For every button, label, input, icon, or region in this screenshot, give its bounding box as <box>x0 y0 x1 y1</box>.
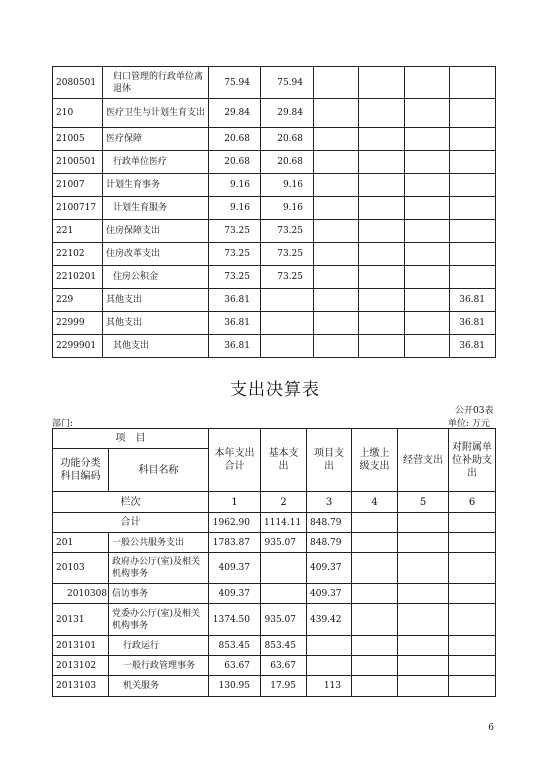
row-total: 20.68 <box>209 128 261 151</box>
empty-cell <box>449 584 496 604</box>
table-row <box>53 197 496 220</box>
row-total: 1783.87 <box>209 533 261 553</box>
row-project <box>314 197 359 220</box>
row-code: 2010308 <box>53 584 109 604</box>
empty-cell <box>352 553 398 584</box>
header-name: 科目名称 <box>109 449 209 492</box>
row-business <box>405 289 450 312</box>
row-name: 行政运行 <box>109 636 209 656</box>
expense-table <box>52 428 496 697</box>
table-row <box>53 604 496 636</box>
row-name: 行政单位医疗 <box>103 151 209 174</box>
col-index-label: 栏次 <box>53 492 209 513</box>
row-project <box>314 335 359 358</box>
row-business <box>405 243 450 266</box>
header-subsidy: 对附属单位补助支出 <box>449 429 496 492</box>
row-name: 其他支出 <box>103 335 209 358</box>
row-name: 住房改革支出 <box>103 243 209 266</box>
table-row <box>53 99 496 128</box>
row-name: 政府办公厅(室)及相关机构事务 <box>109 553 209 584</box>
table-row <box>53 67 496 99</box>
col-index: 2 <box>261 492 307 513</box>
empty-cell <box>352 636 398 656</box>
empty-cell <box>398 513 449 533</box>
form-number: 公开03表 <box>455 406 494 416</box>
sum-project: 848.79 <box>307 513 352 533</box>
empty-cell <box>352 656 398 676</box>
table-row <box>53 533 496 553</box>
empty-cell <box>398 636 449 656</box>
row-total: 63.67 <box>209 656 261 676</box>
row-code: 22999 <box>53 312 103 335</box>
row-name: 一般行政管理事务 <box>109 656 209 676</box>
row-basic: 20.68 <box>261 128 314 151</box>
row-code: 2299901 <box>53 335 103 358</box>
row-basic: 9.16 <box>261 174 314 197</box>
row-name: 机关服务 <box>109 676 209 697</box>
row-basic <box>261 312 314 335</box>
table-row <box>53 151 496 174</box>
row-total: 1374.50 <box>209 604 261 636</box>
row-project <box>314 243 359 266</box>
row-name: 医疗卫生与计划生育支出 <box>103 99 209 128</box>
table-row <box>53 553 496 584</box>
empty-cell <box>352 676 398 697</box>
row-subsidy <box>450 99 496 128</box>
row-project: 409.37 <box>307 584 352 604</box>
table-row <box>53 676 496 697</box>
table-title: 支出决算表 <box>230 380 320 400</box>
row-code: 2013103 <box>53 676 109 697</box>
table-row <box>53 174 496 197</box>
row-total: 9.16 <box>209 174 261 197</box>
unit-label: 单位: 万元 <box>448 419 490 429</box>
row-business <box>405 128 450 151</box>
row-name: 医疗保障 <box>103 128 209 151</box>
row-project <box>314 266 359 289</box>
row-basic: 63.67 <box>261 656 307 676</box>
row-code: 22102 <box>53 243 103 266</box>
row-project <box>314 312 359 335</box>
row-project: 113 <box>307 676 352 697</box>
row-subsidy <box>450 197 496 220</box>
col-index: 5 <box>398 492 449 513</box>
row-basic: 853.45 <box>261 636 307 656</box>
empty-cell <box>398 656 449 676</box>
row-project <box>314 128 359 151</box>
row-basic: 73.25 <box>261 243 314 266</box>
row-project <box>314 151 359 174</box>
row-project <box>314 99 359 128</box>
table-row <box>53 636 496 656</box>
table-row <box>53 656 496 676</box>
row-upper <box>359 128 405 151</box>
row-name: 信访事务 <box>109 584 209 604</box>
empty-cell <box>449 553 496 584</box>
row-code: 2100501 <box>53 151 103 174</box>
header-upper: 上缴上级支出 <box>352 429 398 492</box>
sum-basic: 1114.11 <box>261 513 307 533</box>
empty-cell <box>449 636 496 656</box>
row-subsidy <box>450 220 496 243</box>
continued-expense-table <box>52 66 496 358</box>
empty-cell <box>449 513 496 533</box>
row-code: 20103 <box>53 553 109 584</box>
row-business <box>405 67 450 99</box>
row-basic: 935.07 <box>261 533 307 553</box>
row-basic: 73.25 <box>261 220 314 243</box>
row-basic: 20.68 <box>261 151 314 174</box>
row-upper <box>359 174 405 197</box>
row-upper <box>359 220 405 243</box>
row-name: 计划生育服务 <box>103 197 209 220</box>
table-row <box>53 266 496 289</box>
row-basic: 17.95 <box>261 676 307 697</box>
row-upper <box>359 151 405 174</box>
row-total: 409.37 <box>209 553 261 584</box>
empty-cell <box>398 553 449 584</box>
empty-cell <box>398 533 449 553</box>
row-total: 29.84 <box>209 99 261 128</box>
row-name: 其他支出 <box>103 289 209 312</box>
row-total: 73.25 <box>209 243 261 266</box>
row-project <box>314 289 359 312</box>
row-code: 2013101 <box>53 636 109 656</box>
col-index: 6 <box>449 492 496 513</box>
row-subsidy <box>450 266 496 289</box>
row-code: 20131 <box>53 604 109 636</box>
row-business <box>405 220 450 243</box>
empty-cell <box>449 676 496 697</box>
row-basic <box>261 289 314 312</box>
row-code: 221 <box>53 220 103 243</box>
row-total: 36.81 <box>209 289 261 312</box>
row-name: 一般公共服务支出 <box>109 533 209 553</box>
department-label: 部门: <box>52 419 74 429</box>
row-basic <box>261 335 314 358</box>
sum-label: 合计 <box>53 513 209 533</box>
page-number: 6 <box>488 723 494 733</box>
row-business <box>405 99 450 128</box>
row-total: 73.25 <box>209 266 261 289</box>
sum-total: 1962.90 <box>209 513 261 533</box>
row-subsidy <box>450 174 496 197</box>
row-total: 409.37 <box>209 584 261 604</box>
row-upper <box>359 197 405 220</box>
col-index: 4 <box>352 492 398 513</box>
row-upper <box>359 67 405 99</box>
row-code: 2080501 <box>53 67 103 99</box>
row-basic: 29.84 <box>261 99 314 128</box>
row-code: 210 <box>53 99 103 128</box>
row-subsidy <box>450 67 496 99</box>
col-index: 1 <box>209 492 261 513</box>
header-business: 经营支出 <box>398 429 449 492</box>
row-project: 409.37 <box>307 553 352 584</box>
row-total: 130.95 <box>209 676 261 697</box>
row-upper <box>359 312 405 335</box>
table-row <box>53 312 496 335</box>
col-index: 3 <box>307 492 352 513</box>
row-project <box>307 636 352 656</box>
row-upper <box>359 289 405 312</box>
empty-cell <box>352 604 398 636</box>
header-project: 项目支出 <box>307 429 352 492</box>
empty-cell <box>352 513 398 533</box>
row-total: 75.94 <box>209 67 261 99</box>
row-name: 其他支出 <box>103 312 209 335</box>
header-code: 功能分类科目编码 <box>53 449 109 492</box>
header-item: 项 目 <box>53 429 209 449</box>
row-total: 73.25 <box>209 220 261 243</box>
row-subsidy <box>450 128 496 151</box>
table-row <box>53 335 496 358</box>
row-business <box>405 266 450 289</box>
row-name: 住房公积金 <box>103 266 209 289</box>
empty-cell <box>449 604 496 636</box>
row-project <box>314 220 359 243</box>
row-name: 住房保障支出 <box>103 220 209 243</box>
row-code: 2210201 <box>53 266 103 289</box>
row-business <box>405 335 450 358</box>
row-total: 853.45 <box>209 636 261 656</box>
empty-cell <box>398 676 449 697</box>
row-upper <box>359 266 405 289</box>
table-row <box>53 243 496 266</box>
empty-cell <box>449 656 496 676</box>
row-upper <box>359 243 405 266</box>
empty-cell <box>398 604 449 636</box>
row-project <box>314 174 359 197</box>
row-project: 439.42 <box>307 604 352 636</box>
row-project: 848.79 <box>307 533 352 553</box>
row-business <box>405 312 450 335</box>
row-code: 2100717 <box>53 197 103 220</box>
row-name: 计划生育事务 <box>103 174 209 197</box>
row-basic <box>261 584 307 604</box>
table-row <box>53 289 496 312</box>
row-basic <box>261 553 307 584</box>
row-subsidy: 36.81 <box>450 335 496 358</box>
header-basic: 基本支出 <box>261 429 307 492</box>
table-row <box>53 220 496 243</box>
row-business <box>405 151 450 174</box>
table-row <box>53 128 496 151</box>
empty-cell <box>352 584 398 604</box>
header-total: 本年支出合计 <box>209 429 261 492</box>
row-basic: 9.16 <box>261 197 314 220</box>
empty-cell <box>398 584 449 604</box>
row-basic: 75.94 <box>261 67 314 99</box>
row-total: 20.68 <box>209 151 261 174</box>
row-subsidy <box>450 243 496 266</box>
empty-cell <box>352 533 398 553</box>
table-row <box>53 584 496 604</box>
row-code: 21005 <box>53 128 103 151</box>
row-basic: 73.25 <box>261 266 314 289</box>
row-total: 36.81 <box>209 312 261 335</box>
row-name: 归口管理的行政单位离退休 <box>103 67 209 99</box>
row-total: 36.81 <box>209 335 261 358</box>
row-subsidy: 36.81 <box>450 312 496 335</box>
row-basic: 935.07 <box>261 604 307 636</box>
row-subsidy: 36.81 <box>450 289 496 312</box>
empty-cell <box>449 533 496 553</box>
row-business <box>405 197 450 220</box>
row-project <box>314 67 359 99</box>
row-name: 党委办公厅(室)及相关机构事务 <box>109 604 209 636</box>
row-code: 201 <box>53 533 109 553</box>
row-code: 21007 <box>53 174 103 197</box>
sum-row <box>53 513 496 533</box>
row-business <box>405 174 450 197</box>
row-code: 229 <box>53 289 103 312</box>
row-total: 9.16 <box>209 197 261 220</box>
row-project <box>307 656 352 676</box>
row-code: 2013102 <box>53 656 109 676</box>
row-subsidy <box>450 151 496 174</box>
row-upper <box>359 335 405 358</box>
row-upper <box>359 99 405 128</box>
